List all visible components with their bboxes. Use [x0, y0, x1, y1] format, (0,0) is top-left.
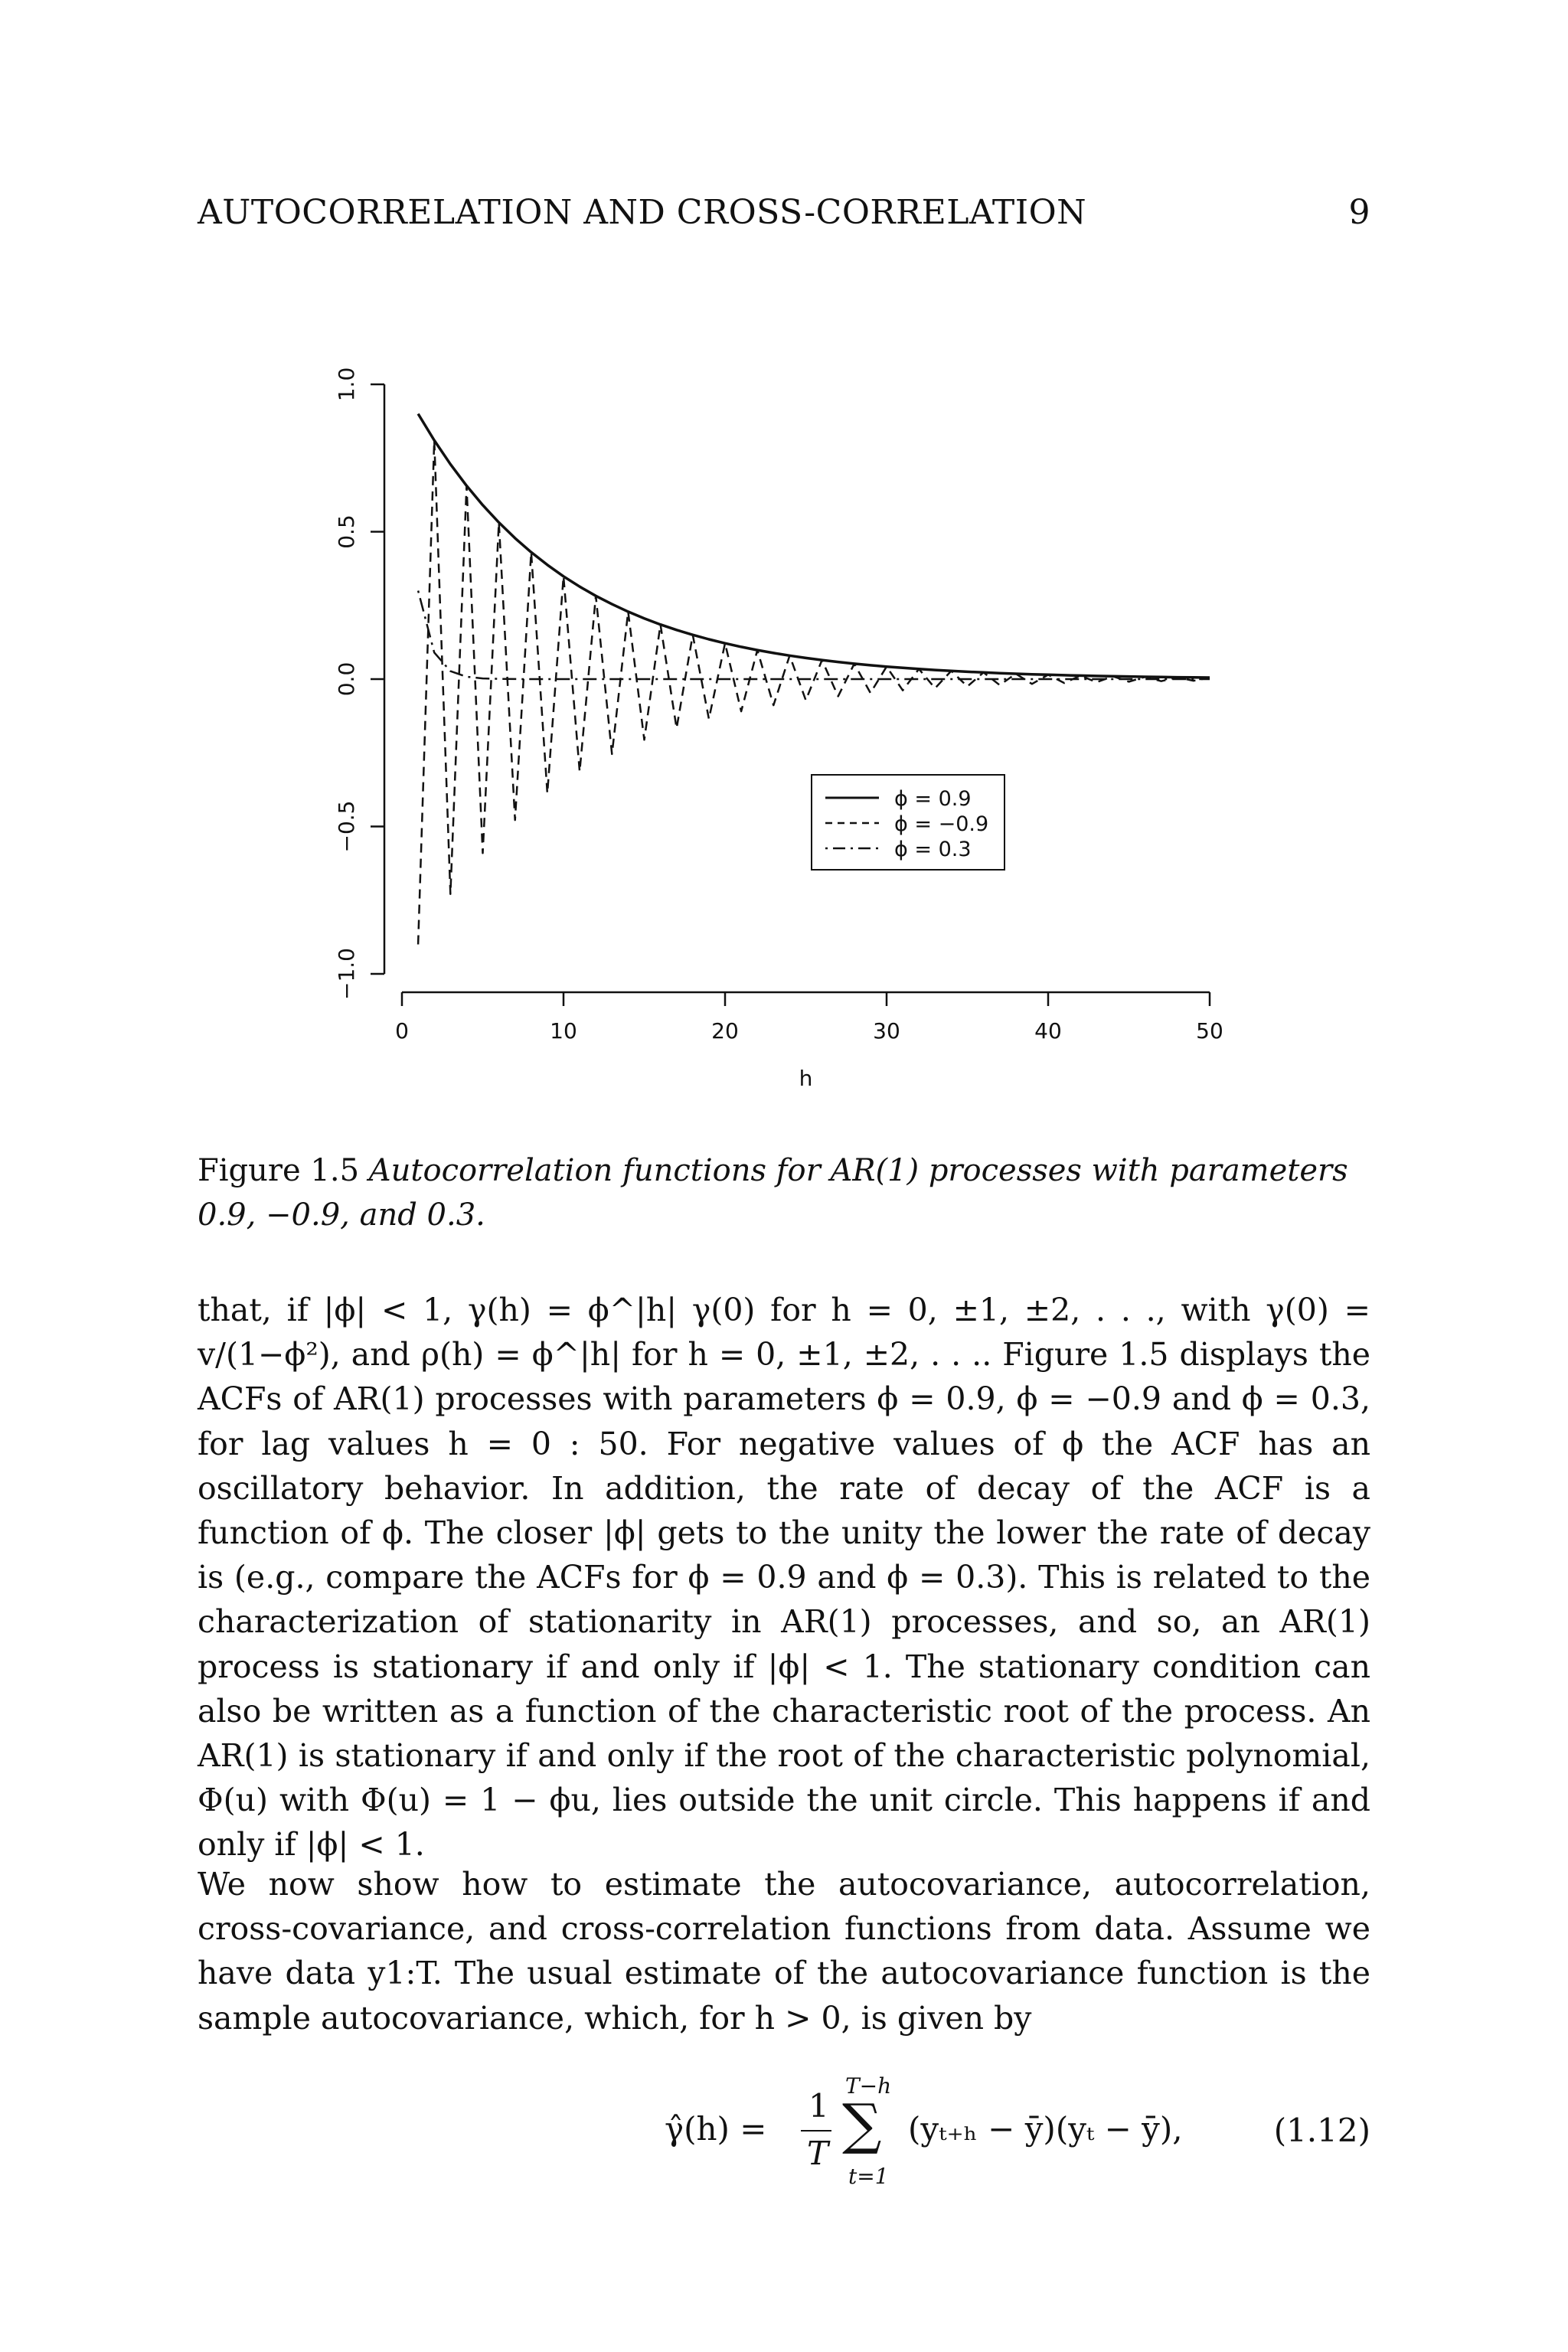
- acf-chart: [0, 0, 1568, 1148]
- running-head-title: AUTOCORRELATION AND CROSS-CORRELATION: [198, 193, 1087, 232]
- x-tick-label: 20: [711, 1018, 739, 1044]
- legend-label: ϕ = 0.3: [894, 838, 972, 861]
- legend-label: ϕ = 0.9: [894, 787, 972, 811]
- x-tick-label: 50: [1196, 1018, 1223, 1044]
- paragraph-2: We now show how to estimate the autocovariance, autocorrelation, cross-covariance, and cross-correlation functions from data. Assume we have data y1:T. The usual estimate of the autocovariance function is the sample autocovariance, which, for h > 0, is given by: [198, 1866, 1370, 2037]
- equation-1-12: [198, 2058, 1370, 2196]
- equation-lhs: γ̂(h) =: [665, 2110, 767, 2148]
- page-number: 9: [1348, 193, 1370, 232]
- caption-label: Figure 1.5: [198, 1153, 360, 1188]
- fraction-bar: [801, 2130, 831, 2132]
- equation-frac-num: 1: [808, 2087, 829, 2125]
- x-tick-label: 30: [873, 1018, 900, 1044]
- y-tick-label: 1.0: [334, 367, 359, 402]
- y-tick-label: 0.0: [334, 662, 359, 697]
- equation-rhs: (yₜ₊ₕ − ȳ)(yₜ − ȳ),: [908, 2110, 1183, 2148]
- equation-body: [665, 2058, 1216, 2196]
- y-tick-label: 0.5: [334, 514, 359, 549]
- chart-axes: [334, 368, 1223, 1091]
- sum-symbol: ∑: [842, 2092, 882, 2156]
- y-tick-label: −0.5: [334, 800, 359, 853]
- equation-number: (1.12): [1273, 2112, 1370, 2149]
- caption-text: Autocorrelation functions for AR(1) processes with parameters 0.9, −0.9, and 0.3.: [198, 1153, 1348, 1233]
- equation-frac-den: T: [807, 2135, 829, 2172]
- y-tick-label: −1.0: [334, 948, 359, 1000]
- x-axis-label: h: [799, 1066, 813, 1091]
- x-tick-label: 40: [1034, 1018, 1062, 1044]
- figure-caption: [198, 1148, 1370, 1237]
- legend-label: ϕ = −0.9: [894, 812, 989, 836]
- sum-upper: T−h: [845, 2073, 892, 2099]
- chart-legend: [812, 775, 1004, 870]
- x-tick-label: 10: [550, 1018, 577, 1044]
- paragraph-1: that, if |ϕ| < 1, γ(h) = ϕ^|h| γ(0) for h = 0, ±1, ±2, . . ., with γ(0) = v/(1−ϕ²), and ρ(h) = ϕ^|h| for h = 0, ±1, ±2, . . .. Figure 1.5 displays the ACFs of AR(1) processes with parameters ϕ = 0.9, ϕ = −0.9 and ϕ = 0.3, for lag values h = 0 : 50. For negative values of ϕ the ACF has an oscillatory behavior. In addition, the rate of decay of the ACF is a function of ϕ. The closer |ϕ| gets to the unity the lower the rate of decay is (e.g., compare the ACFs for ϕ = 0.9 and ϕ = 0.3). This is related to the characterization of stationarity in AR(1) processes, and so, an AR(1) process is stationary if and only if |ϕ| < 1. The stationary condition can also be written as a function of the characteristic root of the process. An AR(1) is stationary if and only if the root of the characteristic polynomial, Φ(u) with Φ(u) = 1 − ϕu, lies outside the unit circle. This happens if and only if |ϕ| < 1.: [198, 1292, 1370, 1864]
- sum-lower: t=1: [848, 2164, 889, 2189]
- x-tick-label: 0: [395, 1018, 409, 1044]
